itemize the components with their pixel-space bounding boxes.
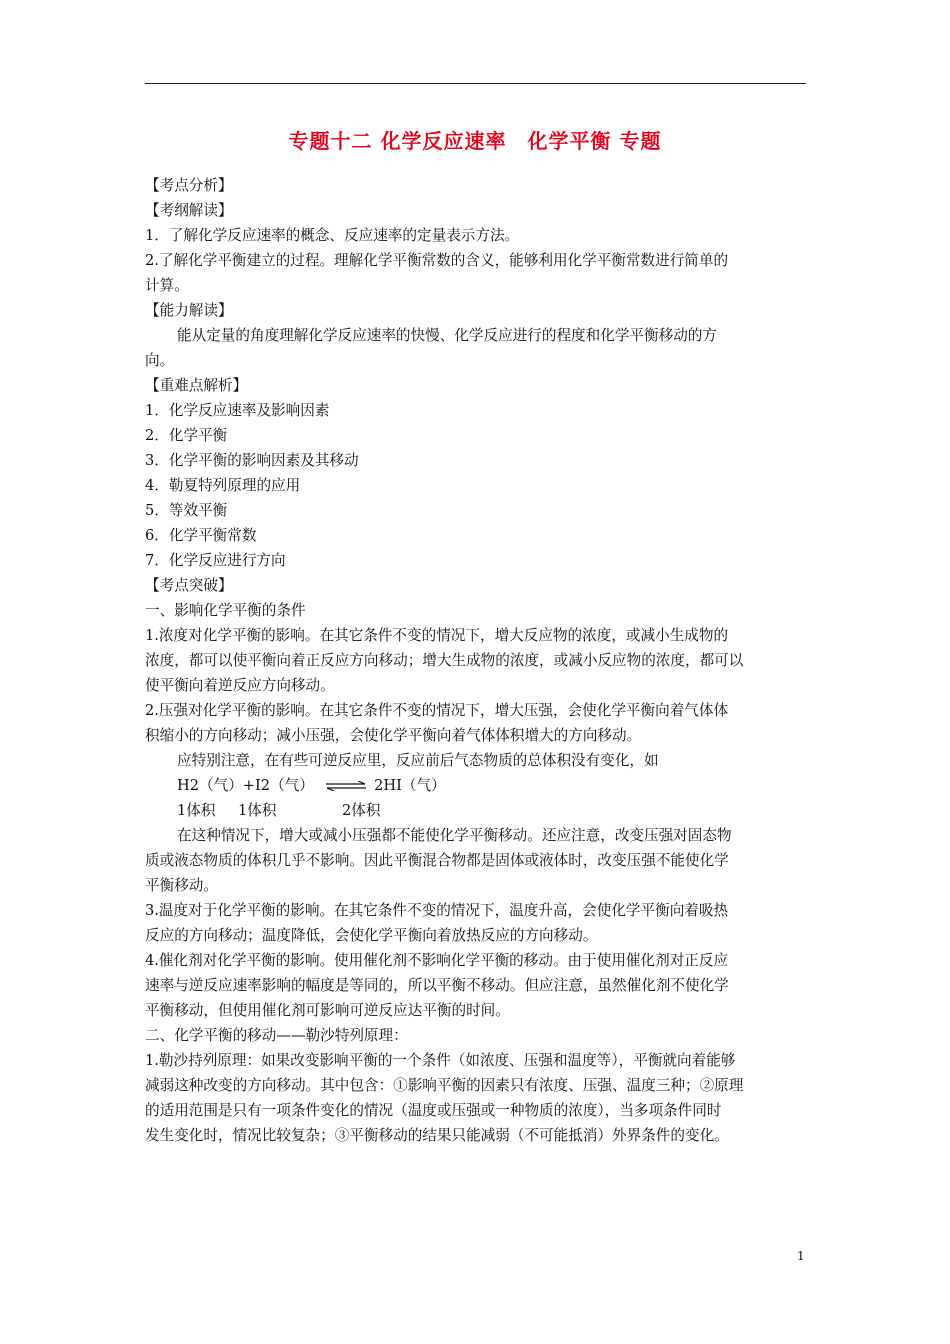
text-line: 平衡移动，但使用催化剂可影响可逆反应达平衡的时间。 bbox=[145, 1002, 510, 1019]
list-item: 7．化学反应进行方向 bbox=[145, 552, 286, 569]
text-line: 2.了解化学平衡建立的过程。理解化学平衡常数的含义，能够利用化学平衡常数进行简单的 bbox=[145, 252, 729, 269]
text-line: 的适用范围是只有一项条件变化的情况（温度或压强或一种物质的浓度），当多项条件同时 bbox=[145, 1102, 722, 1119]
document-title: 专题十二 化学反应速率 化学平衡 专题 bbox=[288, 129, 662, 153]
chemical-equation bbox=[177, 776, 446, 796]
volume-label: 1体积 bbox=[177, 802, 216, 819]
text-line: 质或液态物质的体积几乎不影响。因此平衡混合物都是固体或液体时，改变压强不能使化学 bbox=[145, 852, 729, 869]
list-item: 4．勒夏特列原理的应用 bbox=[145, 477, 301, 494]
section-heading: 【能力解读】 bbox=[145, 302, 233, 319]
text-line: 减弱这种改变的方向移动。其中包含：①影响平衡的因素只有浓度、压强、温度三种；②原理 bbox=[145, 1077, 744, 1094]
header-rule bbox=[145, 83, 806, 84]
page-number: 1 bbox=[797, 1249, 805, 1263]
reversible-arrow-icon bbox=[325, 781, 367, 791]
list-item: 2．化学平衡 bbox=[145, 427, 228, 444]
list-item: 6．化学平衡常数 bbox=[145, 527, 257, 544]
list-item: 1．化学反应速率及影响因素 bbox=[145, 402, 330, 419]
text-line: 使平衡向着逆反应方向移动。 bbox=[145, 677, 335, 694]
text-line: 2.压强对化学平衡的影响。在其它条件不变的情况下，增大压强，会使化学平衡向着气体体 bbox=[145, 702, 729, 719]
section-heading: 【考纲解读】 bbox=[145, 202, 233, 219]
subsection-heading: 二、化学平衡的移动——勒沙特列原理： bbox=[145, 1027, 408, 1044]
equation-products: 2HI（气） bbox=[374, 777, 446, 794]
text-line: 1.勒沙持列原理：如果改变影响平衡的一个条件（如浓度、压强和温度等），平衡就向着能够 bbox=[145, 1052, 736, 1069]
text-line: 计算。 bbox=[145, 277, 189, 294]
text-line: 发生变化时，情况比较复杂；③平衡移动的结果只能减弱（不可能抵消）外界条件的变化。 bbox=[145, 1127, 729, 1144]
text-line: 1.浓度对化学平衡的影响。在其它条件不变的情况下，增大反应物的浓度，或减小生成物的 bbox=[145, 627, 729, 644]
text-line: 浓度，都可以使平衡向着正反应方向移动；增大生成物的浓度，或减小反应物的浓度，都可以 bbox=[145, 652, 744, 669]
text-line: 应特别注意，在有些可逆反应里，反应前后气态物质的总体积没有变化，如 bbox=[177, 752, 659, 769]
text-line: 能从定量的角度理解化学反应速率的快慢、化学反应进行的程度和化学平衡移动的方 bbox=[177, 327, 717, 344]
section-heading: 【考点突破】 bbox=[145, 577, 233, 594]
subsection-heading: 一、影响化学平衡的条件 bbox=[145, 602, 306, 619]
text-line: 积缩小的方向移动；减小压强，会使化学平衡向着气体体积增大的方向移动。 bbox=[145, 727, 642, 744]
text-line: 1．了解化学反应速率的概念、反应速率的定量表示方法。 bbox=[145, 227, 520, 244]
text-line: 反应的方向移动；温度降低，会使化学平衡向着放热反应的方向移动。 bbox=[145, 927, 598, 944]
volume-label: 1体积 bbox=[238, 802, 277, 819]
text-line: 向。 bbox=[145, 352, 175, 369]
list-item: 3．化学平衡的影响因素及其移动 bbox=[145, 452, 359, 469]
list-item: 5．等效平衡 bbox=[145, 502, 228, 519]
text-line: 3.温度对于化学平衡的影响。在其它条件不变的情况下，温度升高，会使化学平衡向着吸热 bbox=[145, 902, 729, 919]
equation-reactants: H2（气）+I2（气） bbox=[177, 777, 314, 794]
text-line: 在这种情况下，增大或减小压强都不能使化学平衡移动。还应注意，改变压强对固态物 bbox=[177, 827, 732, 844]
text-line: 平衡移动。 bbox=[145, 877, 218, 894]
section-heading: 【考点分析】 bbox=[145, 177, 233, 194]
section-heading: 【重难点解析】 bbox=[145, 377, 248, 394]
text-line: 速率与逆反应速率影响的幅度是等同的，所以平衡不移动。但应注意，虽然催化剂不使化学 bbox=[145, 977, 729, 994]
volume-label: 2体积 bbox=[342, 802, 381, 819]
text-line: 4.催化剂对化学平衡的影响。使用催化剂不影响化学平衡的移动。由于使用催化剂对正反应 bbox=[145, 952, 729, 969]
